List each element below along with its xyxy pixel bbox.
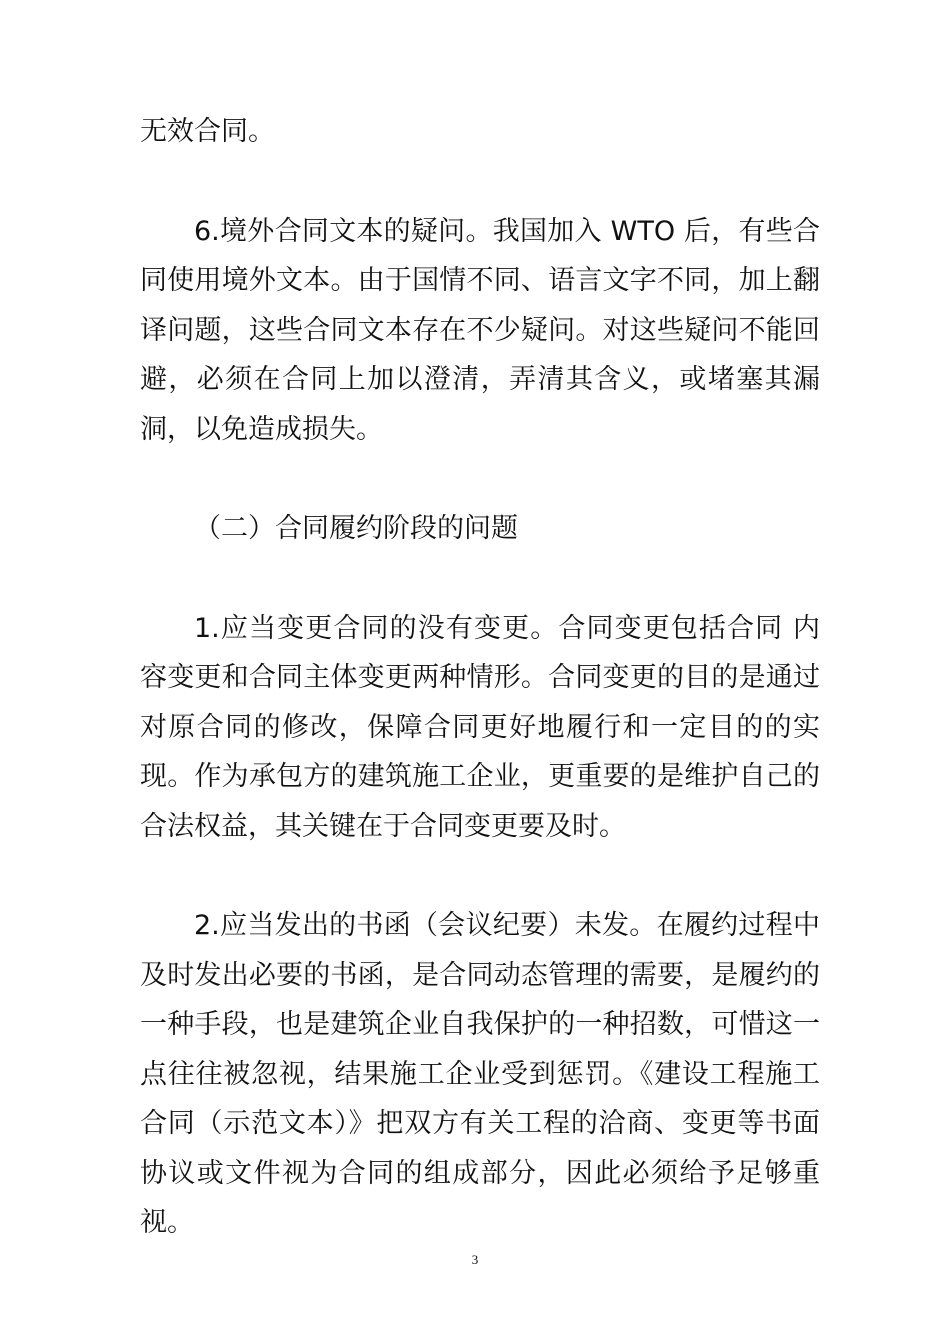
paragraph-continuation: 无效合同。 [140, 116, 275, 147]
page-number: 3 [471, 1252, 479, 1267]
paragraph-contract-change: 1.应当变更合同的没有变更。合同变更包括合同 内容变更和合同主体变更两种情形。合同变更的目的是通过对原合同的修改，保障合同更好地履行和一定目的的实现。作为承包方的建筑施工企业，更重要的是维护自己的合法权益，其关键在于合同变更要及时。 [140, 612, 820, 842]
paragraph-letters-not-sent: 2.应当发出的书函（会议纪要）未发。在履约过程中及时发出必要的书函，是合同动态管理的需要，是履约的一种手段，也是建筑企业自我保护的一种招数，可惜这一点往往被忽视，结果施工企业受到惩罚。《建设工程施工合同（示范文本）》把双方有关工程的洽商、变更等书面协议或文件视为合同的组成部分，因此必须给予足够重视。 [140, 910, 820, 1238]
document-body [140, 107, 820, 1248]
paragraph-foreign-contract-text: 6.境外合同文本的疑问。我国加入 WTO 后，有些合同使用境外文本。由于国情不同、语言文字不同，加上翻译问题，这些合同文本存在不少疑问。对这些疑问不能回避，必须在合同上加以澄清，弄清其含义，或堵塞其漏洞，以免造成损失。 [140, 215, 820, 445]
section-heading: （二）合同履约阶段的问题 [194, 513, 518, 544]
